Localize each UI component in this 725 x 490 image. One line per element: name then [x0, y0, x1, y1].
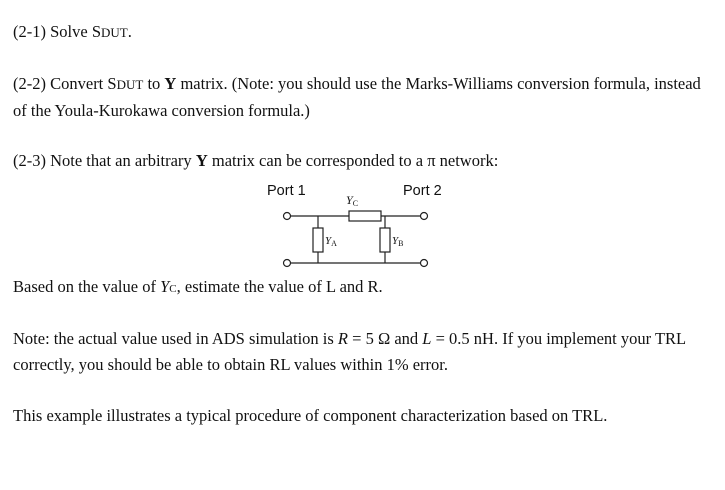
pi-network-diagram [270, 190, 440, 275]
q3-y-bold: Y [195, 151, 208, 170]
q2-s-symbol: S [107, 74, 117, 93]
simulation-note [13, 326, 718, 378]
q2-mid: to [143, 74, 165, 93]
question-2-3 [13, 148, 718, 174]
note-line1 [13, 326, 718, 352]
q1-s-symbol: S [91, 22, 102, 41]
port2-label: Port 2 [403, 183, 442, 199]
yc-element [349, 211, 381, 221]
note-prefix: Note: the actual value used in ADS simulation is [13, 329, 338, 348]
q3-rest: matrix can be corresponded to a π network: [207, 151, 499, 170]
estimate-rest: , estimate the value of L and R. [176, 277, 383, 296]
q2-y-bold: Y [164, 74, 177, 93]
port1-bottom-terminal [284, 260, 291, 267]
note-r-value: = 5 Ω and [348, 329, 423, 348]
estimate-y: Y [160, 277, 170, 296]
port2-bottom-terminal [421, 260, 428, 267]
q1-s-subscript: DUT [101, 25, 128, 40]
q2-line2: of the Youla-Kurokawa conversion formula.) [13, 101, 310, 120]
port1-top-terminal [284, 213, 291, 220]
note-l-value: = 0.5 nH. If you implement your TRL [431, 329, 687, 348]
port1-label: Port 1 [267, 183, 306, 199]
yb-element [380, 228, 390, 252]
q2-prefix: (2-2) Convert [13, 74, 108, 93]
estimate-instruction [13, 274, 718, 302]
example-paragraph: This example illustrates a typical procedure of component characterization based on TRL. [13, 406, 608, 425]
ya-element [313, 228, 323, 252]
question-2-1 [13, 19, 718, 46]
note-line2: correctly, you should be able to obtain RL values within 1% error. [13, 355, 449, 374]
q3-prefix: (2-3) Note that an arbitrary [13, 151, 196, 170]
yc-label: YC [346, 193, 359, 208]
ya-label: YA [325, 235, 337, 248]
estimate-y-subscript: C [169, 283, 177, 295]
question-2-2 [13, 71, 718, 124]
yb-label: YB [392, 235, 404, 248]
port2-top-terminal [421, 213, 428, 220]
q2-line1 [13, 71, 718, 98]
q2-s-subscript: DUT [116, 77, 144, 92]
note-r-symbol: R [337, 329, 349, 348]
q2-rest: matrix. (Note: you should use the Marks-Williams conversion formula, instead [176, 74, 701, 93]
note-l-symbol: L [422, 329, 432, 348]
q1-prefix: (2-1) Solve [13, 22, 92, 41]
q1-suffix: . [127, 22, 132, 41]
estimate-prefix: Based on the value of [13, 277, 161, 296]
